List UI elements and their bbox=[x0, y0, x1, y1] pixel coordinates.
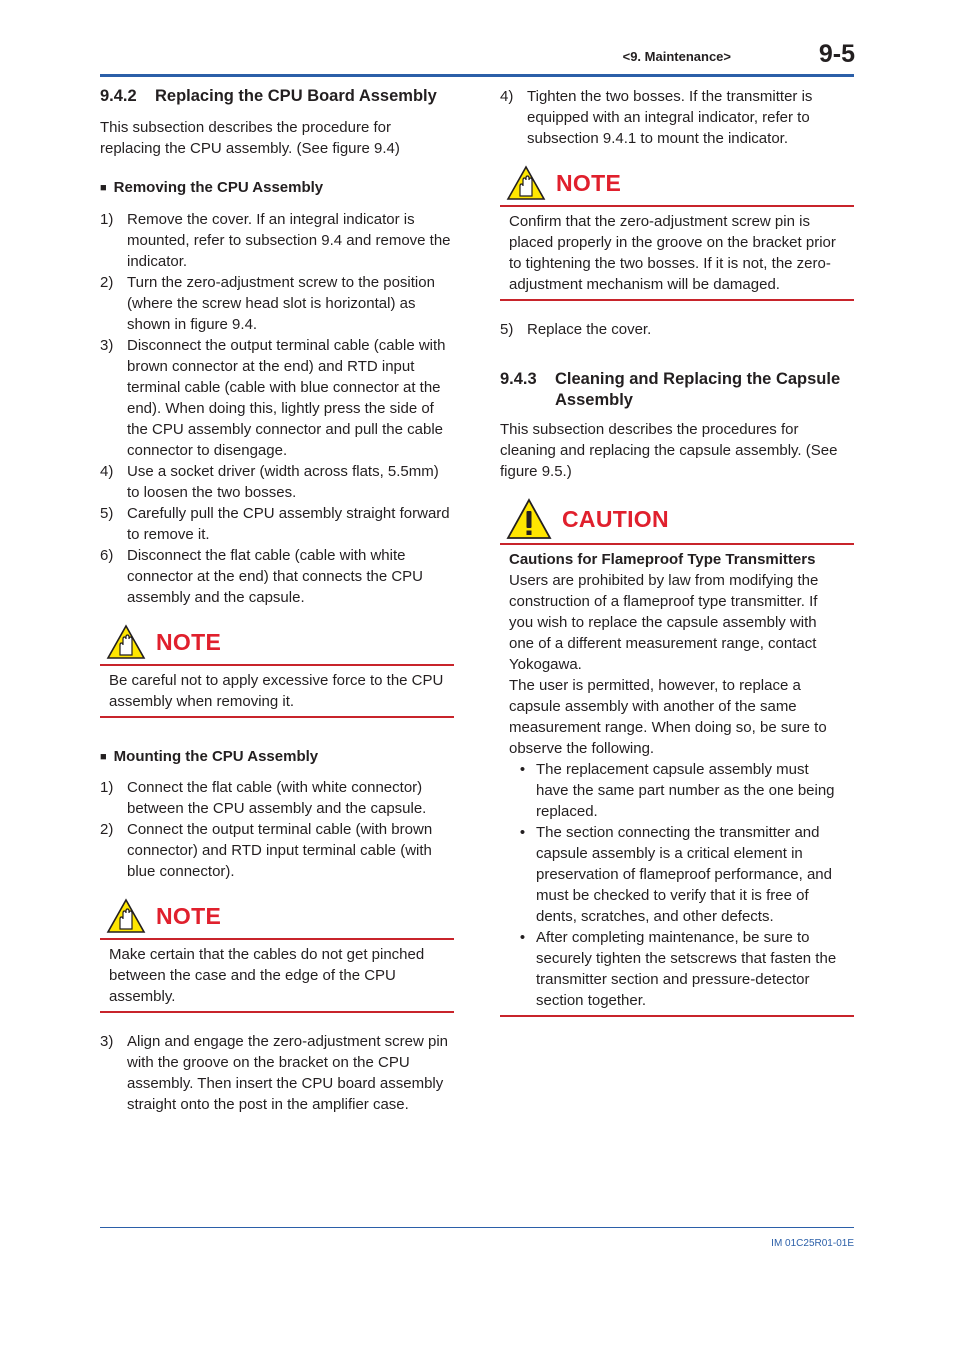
section-heading-9-4-3 bbox=[500, 369, 854, 411]
note-bottom-rule bbox=[100, 1011, 454, 1013]
footer-rule bbox=[100, 1227, 854, 1228]
list-item bbox=[100, 335, 454, 461]
step-text: Disconnect the output terminal cable (cable with brown connector at the end) and RTD input terminal cable (cable with blue connector at the end). When doing this, lightly press the side of the CPU assembly connector and pull the cable connector to disengage. bbox=[127, 337, 446, 459]
step-number: 5) bbox=[500, 321, 514, 338]
note-header bbox=[500, 161, 854, 205]
bullet-text: After completing maintenance, be sure to securely tighten the setscrews that fasten the transmitter section and pressure-detector section together. bbox=[536, 929, 837, 1009]
step-text: Remove the cover. If an integral indicator is mounted, refer to subsection 9.4 and remove the indicator. bbox=[127, 211, 451, 270]
note-title: NOTE bbox=[556, 169, 622, 196]
step-number: 4) bbox=[500, 88, 514, 105]
square-bullet-icon: ■ bbox=[100, 182, 107, 194]
caution-paragraph-2: The user is permitted, however, to replace a capsule assembly with another of the same measurement range. When doing so, be sure to observe the following. bbox=[509, 677, 827, 757]
mounting-steps-continued bbox=[500, 86, 854, 149]
mounting-steps bbox=[100, 777, 454, 882]
step-text: Carefully pull the CPU assembly straight forward to remove it. bbox=[127, 505, 450, 543]
right-column bbox=[500, 86, 854, 1017]
caution-bottom-rule bbox=[500, 1015, 854, 1017]
note-title: NOTE bbox=[156, 902, 222, 929]
section-title: Replacing the CPU Board Assembly bbox=[155, 87, 437, 105]
step-text: Disconnect the flat cable (cable with white connector at the end) that connects the CPU assembly and the capsule. bbox=[127, 547, 424, 606]
list-item bbox=[100, 777, 454, 819]
subheading-mounting bbox=[100, 746, 454, 769]
caution-body bbox=[500, 545, 854, 1015]
note-bottom-rule bbox=[100, 716, 454, 718]
mounting-steps-final bbox=[500, 319, 854, 340]
subheading-text: Mounting the CPU Assembly bbox=[113, 748, 319, 765]
step-number: 3) bbox=[100, 1033, 114, 1050]
document-id: IM 01C25R01-01E bbox=[771, 1238, 854, 1249]
bullet-dot-icon: • bbox=[519, 929, 526, 946]
step-number: 1) bbox=[100, 779, 114, 796]
step-number: 1) bbox=[100, 211, 114, 228]
chapter-title: <9. Maintenance> bbox=[622, 49, 731, 64]
bullet-dot-icon: • bbox=[519, 824, 526, 841]
section-intro: This subsection describes the procedures for cleaning and replacing the capsule assembly. (See figure 9.5.) bbox=[500, 421, 838, 480]
hand-warning-icon bbox=[506, 165, 546, 201]
list-item bbox=[500, 86, 854, 149]
subheading-text: Removing the CPU Assembly bbox=[113, 179, 324, 196]
step-number: 5) bbox=[100, 505, 114, 522]
caution-box bbox=[500, 495, 854, 1017]
note-body: Confirm that the zero-adjustment screw pin is placed properly in the groove on the bracket prior to tightening the two bosses. If it is not, the zero-adjustment mechanism will be damaged. bbox=[509, 213, 836, 293]
exclamation-warning-icon bbox=[506, 498, 552, 540]
note-header bbox=[100, 894, 454, 938]
note-box bbox=[500, 161, 854, 301]
step-text: Connect the flat cable (with white connector) between the CPU assembly and the capsule. bbox=[127, 779, 427, 817]
step-text: Use a socket driver (width across flats, 5.5mm) to loosen the two bosses. bbox=[127, 463, 439, 501]
caution-bullets bbox=[509, 759, 845, 1011]
step-number: 2) bbox=[100, 274, 114, 291]
step-number: 2) bbox=[100, 821, 114, 838]
mounting-steps-continued bbox=[100, 1031, 454, 1115]
hand-warning-icon bbox=[106, 624, 146, 660]
section-title: Cleaning and Replacing the Capsule Assembly bbox=[555, 370, 841, 409]
caution-subtitle: Cautions for Flameproof Type Transmitters bbox=[509, 551, 816, 568]
header-rule bbox=[100, 74, 854, 77]
note-header bbox=[100, 620, 454, 664]
list-item bbox=[509, 927, 845, 1011]
list-item bbox=[100, 1031, 454, 1115]
section-number: 9.4.2 bbox=[100, 87, 137, 105]
subheading-removing bbox=[100, 177, 454, 200]
removing-steps bbox=[100, 209, 454, 608]
step-number: 3) bbox=[100, 337, 114, 354]
step-text: Align and engage the zero-adjustment screw pin with the groove on the bracket on the CPU assembly. Then insert the CPU board assembly straight onto the post in the amplifier case. bbox=[127, 1033, 449, 1113]
caution-header bbox=[500, 495, 854, 543]
step-number: 4) bbox=[100, 463, 114, 480]
section-intro: This subsection describes the procedure for replacing the CPU assembly. (See figure 9.4) bbox=[100, 119, 400, 157]
list-item bbox=[100, 272, 454, 335]
list-item bbox=[500, 319, 854, 340]
list-item bbox=[100, 545, 454, 608]
note-box bbox=[100, 894, 454, 1013]
step-text: Turn the zero-adjustment screw to the position (where the screw head slot is horizontal) as shown in figure 9.4. bbox=[127, 274, 435, 333]
left-column bbox=[100, 86, 454, 1115]
list-item bbox=[509, 822, 845, 927]
bullet-dot-icon: • bbox=[519, 761, 526, 778]
list-item bbox=[509, 759, 845, 822]
list-item bbox=[100, 209, 454, 272]
bullet-text: The section connecting the transmitter and capsule assembly is a critical element in preservation of flameproof performance, and must be checked to verify that it is free of dents, scratches, and other defects. bbox=[536, 824, 832, 925]
section-number: 9.4.3 bbox=[500, 370, 537, 388]
bullet-text: The replacement capsule assembly must have the same part number as the one being replaced. bbox=[536, 761, 835, 820]
list-item bbox=[100, 461, 454, 503]
caution-paragraph-1: Users are prohibited by law from modifying the construction of a flameproof type transmitter. If you wish to replace the capsule assembly with one of a different measurement range, contact Yokogawa. bbox=[509, 572, 819, 673]
section-heading-9-4-2 bbox=[100, 86, 454, 107]
square-bullet-icon: ■ bbox=[100, 751, 107, 763]
step-text: Tighten the two bosses. If the transmitter is equipped with an integral indicator, refer to subsection 9.4.1 to mount the indicator. bbox=[527, 88, 813, 147]
page-number: 9-5 bbox=[818, 40, 855, 68]
step-text: Replace the cover. bbox=[527, 321, 652, 338]
caution-title: CAUTION bbox=[562, 505, 669, 532]
note-box bbox=[100, 620, 454, 718]
note-title: NOTE bbox=[156, 628, 222, 655]
step-number: 6) bbox=[100, 547, 114, 564]
note-body: Make certain that the cables do not get pinched between the case and the edge of the CPU assembly. bbox=[109, 946, 425, 1005]
list-item bbox=[100, 819, 454, 882]
note-body: Be careful not to apply excessive force to the CPU assembly when removing it. bbox=[109, 672, 444, 710]
step-text: Connect the output terminal cable (with brown connector) and RTD input terminal cable (with blue connector). bbox=[127, 821, 433, 880]
list-item bbox=[100, 503, 454, 545]
note-bottom-rule bbox=[500, 299, 854, 301]
hand-warning-icon bbox=[106, 898, 146, 934]
